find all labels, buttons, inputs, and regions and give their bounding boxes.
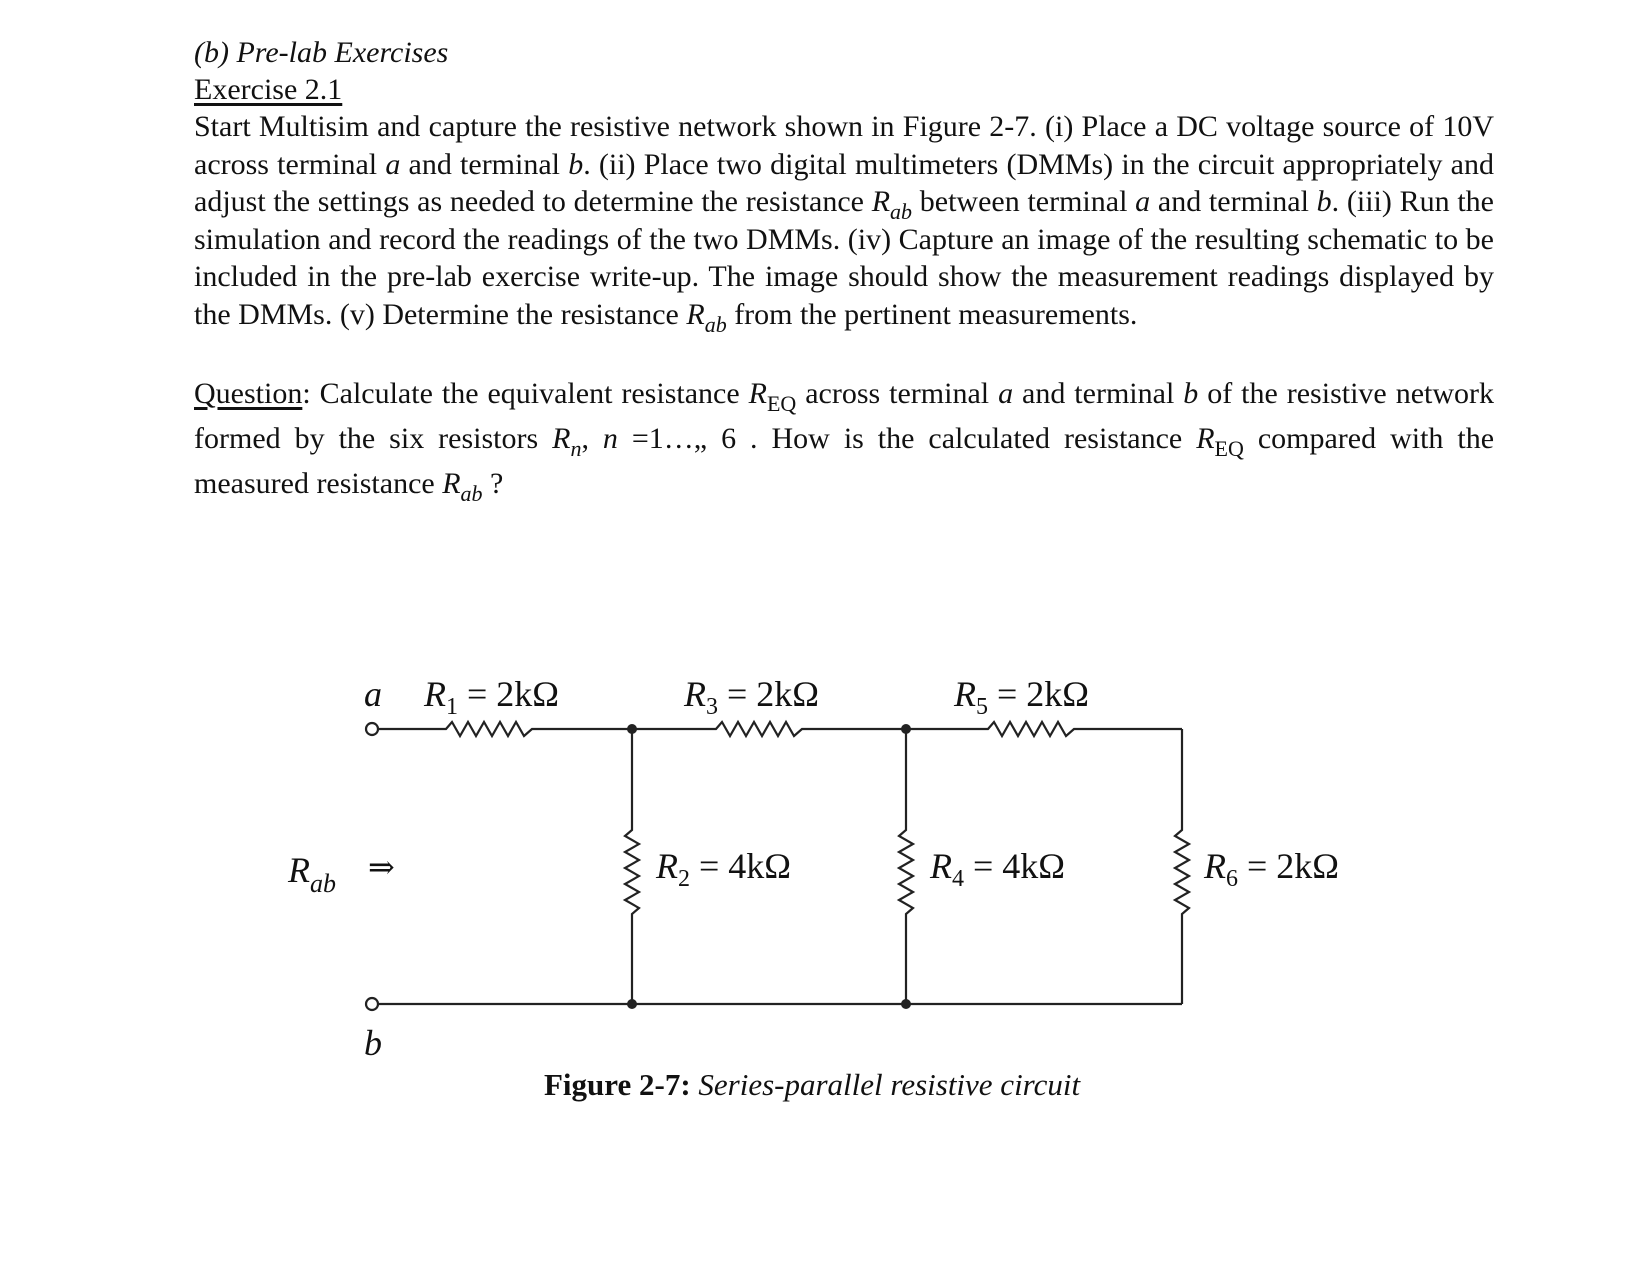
instr-terminal-b-2: b — [1316, 185, 1332, 218]
question-rab-subscript: ab — [460, 481, 483, 506]
exercise-title: Exercise 2.1 — [194, 73, 343, 106]
r3-label: $R_3 = 2k\Omega$ — [684, 674, 820, 720]
question-text-5: , — [581, 422, 603, 455]
question-n-variable: n — [602, 422, 618, 455]
r2-label: $R_2 = 4k\Omega$ — [656, 846, 792, 892]
question-rab-symbol: R — [442, 467, 461, 500]
junction-dot-4 — [901, 999, 911, 1009]
junction-dot-2 — [901, 724, 911, 734]
instr-text-3: . (ii) Place two digital multimeters (DMMs) in the circuit appropriately and adjust the settings as needed to determine the resistance — [194, 147, 1494, 218]
resistor-r3-symbol — [706, 722, 810, 736]
r4-label: $R_4 = 4k\Omega$ — [930, 846, 1066, 892]
question-req-subscript-2: EQ — [1214, 436, 1244, 461]
figure-caption-title: Series-parallel resistive circuit — [690, 1067, 1081, 1102]
question-terminal-a: a — [998, 377, 1014, 410]
question-text-1: : Calculate the equivalent resistance — [302, 377, 749, 410]
question-paragraph — [194, 371, 1494, 506]
figure-caption-number: Figure 2-7: — [544, 1067, 691, 1102]
resistor-r5-symbol — [978, 722, 1084, 736]
question-req-symbol-2: R — [1196, 422, 1215, 455]
question-text-8: ? — [482, 467, 504, 500]
r5-label: $R_5 = 2k\Omega$ — [954, 674, 1090, 720]
rab-label: $R_{ab}$ — [288, 850, 336, 898]
resistor-r4-symbol — [899, 820, 913, 924]
instr-text-4: between terminal — [912, 185, 1136, 218]
instr-text-1: Start Multisim and capture the resistive network shown in Figure 2-7. (i) Place a DC voltage source of 10V across terminal — [194, 110, 1494, 181]
resistor-r1-symbol — [438, 722, 540, 736]
instr-rab-subscript-2: ab — [704, 311, 727, 337]
resistor-r2-symbol — [625, 820, 639, 924]
question-rn-subscript: n — [570, 436, 582, 461]
question-text-3: and terminal — [1013, 377, 1184, 410]
question-rn-symbol: R — [552, 422, 571, 455]
r6-label: $R_6 = 2k\Omega$ — [1204, 846, 1340, 892]
instr-terminal-a: a — [385, 147, 401, 181]
instr-text-6: . (iii) Run the simulation and record the readings of the two DMMs. (iv) Capture an image of the resulting schematic to be included in the pre-lab exercise write-up. The image should show the measurement readings displayed by the DMMs. (v) Determine the resistance — [194, 185, 1494, 331]
resistor-r6-symbol — [1175, 820, 1189, 924]
junction-dot-3 — [627, 999, 637, 1009]
document-body — [194, 34, 1494, 536]
instr-text-5: and terminal — [1150, 185, 1317, 218]
question-text-4: of the resistive network formed by the six resistors — [194, 377, 1494, 455]
rab-arrow: ⇒ — [368, 849, 395, 885]
instructions-paragraph — [194, 108, 1494, 337]
terminal-a-label: a — [364, 674, 382, 714]
section-heading: (b) Pre-lab Exercises — [194, 36, 449, 69]
terminal-b-label: b — [364, 1023, 382, 1063]
question-text-7: compared with the measured resistance — [194, 422, 1495, 500]
junction-dot-1 — [627, 724, 637, 734]
figure-caption — [544, 1067, 1080, 1103]
terminal-b-node — [366, 998, 378, 1010]
question-label: Question — [194, 377, 303, 410]
r1-label: $R_1 = 2k\Omega$ — [424, 674, 560, 720]
question-req-symbol: R — [748, 377, 767, 410]
instr-terminal-b: b — [568, 147, 584, 181]
question-req-subscript: EQ — [766, 391, 797, 416]
instr-rab-subscript: ab — [890, 199, 913, 224]
question-text-6: =1…„ 6 . How is the calculated resistance — [617, 422, 1197, 455]
instr-text-2: and terminal — [400, 147, 569, 181]
instr-rab-symbol: R — [871, 185, 891, 218]
terminal-a-node — [366, 723, 378, 735]
question-terminal-b: b — [1183, 377, 1199, 410]
instr-rab-symbol-2: R — [686, 297, 705, 331]
instr-text-7: from the pertinent measurements. — [726, 297, 1138, 331]
instr-terminal-a-2: a — [1135, 185, 1151, 218]
question-text-2: across terminal — [796, 377, 999, 410]
